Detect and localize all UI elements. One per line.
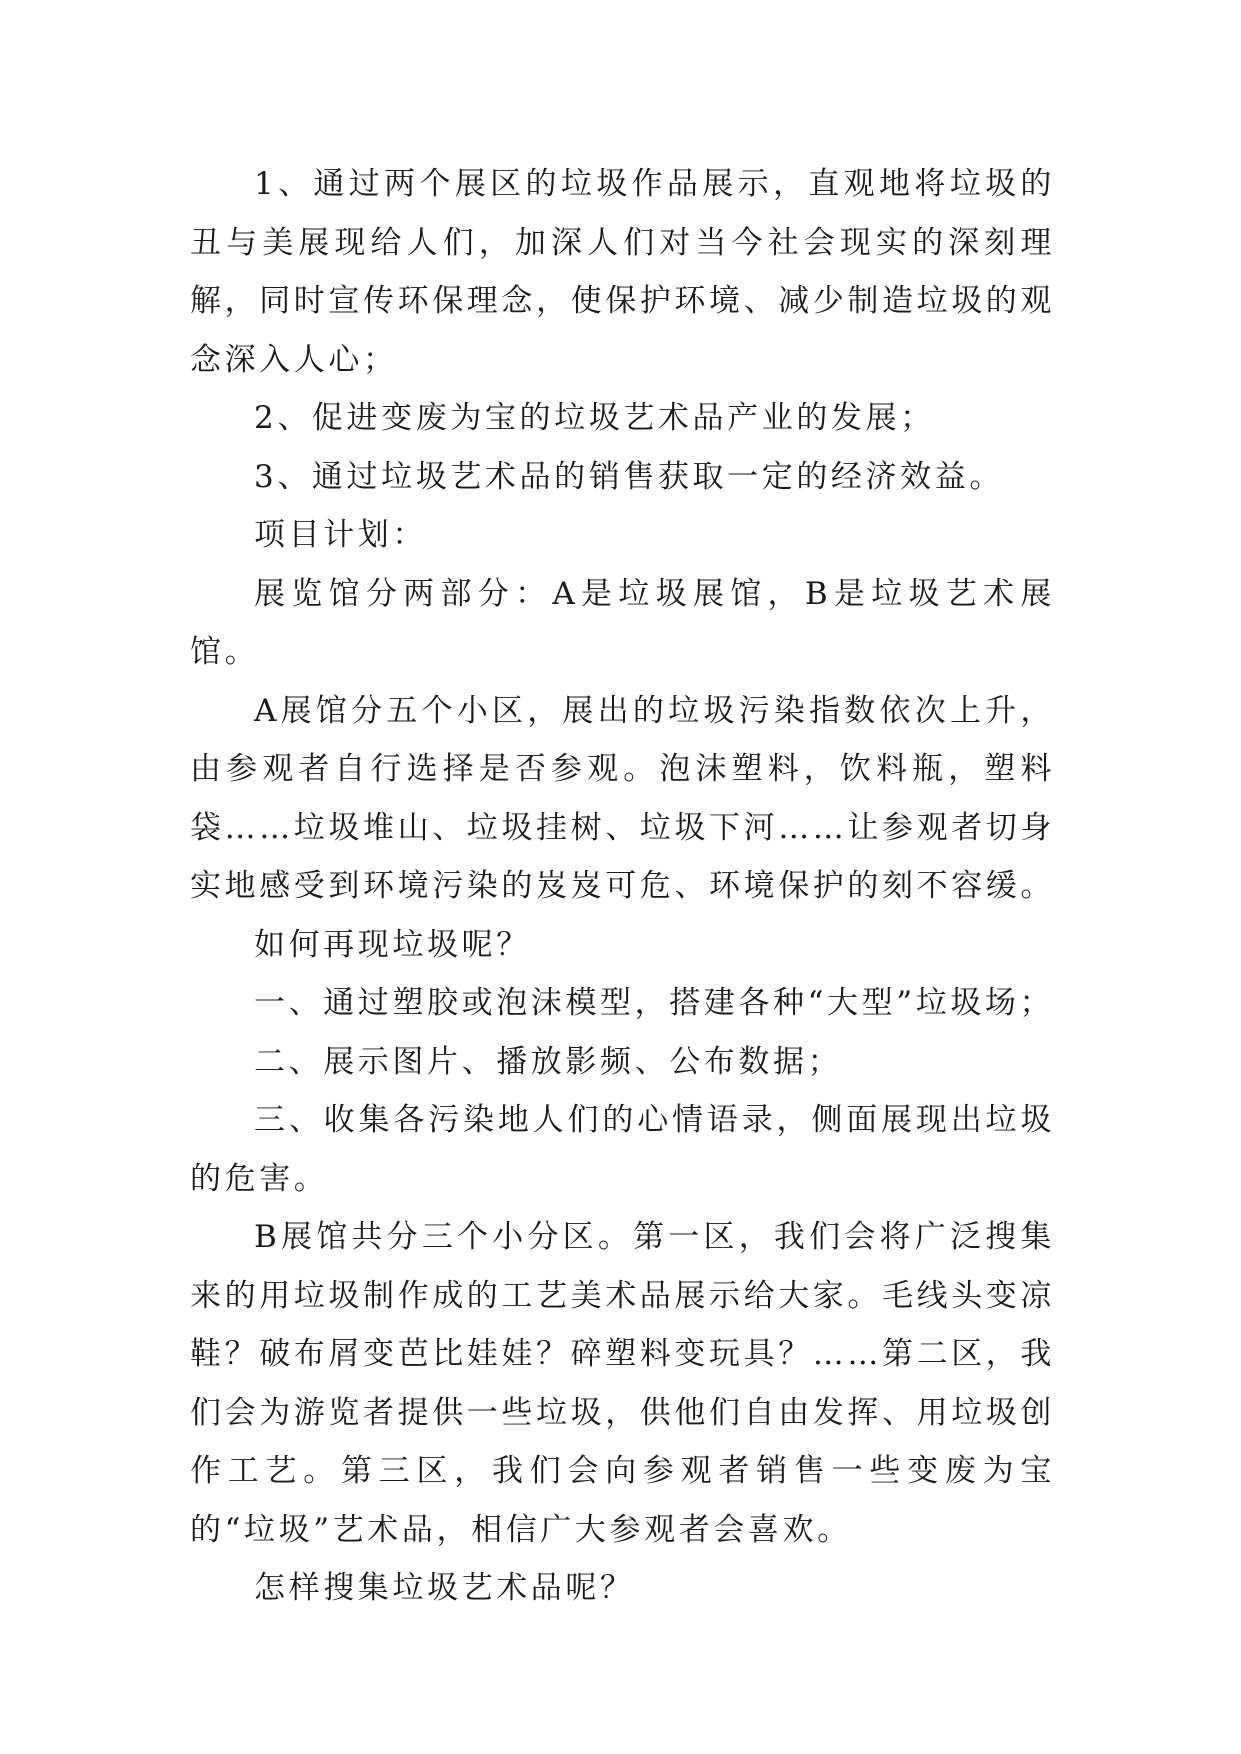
paragraph-goal-3: 3、通过垃圾艺术品的销售获取一定的经济效益。 bbox=[254, 458, 1004, 495]
paragraph-method-2: 二、展示图片、播放影频、公布数据； bbox=[254, 1043, 843, 1080]
question-reproduce-garbage: 如何再现垃圾呢？ bbox=[254, 926, 531, 963]
paragraph-hall-b: B展馆共分三个小分区。第一区，我们会将广泛搜集来的用垃圾制作成的工艺美术品展示给大家。毛线头变凉鞋？破布屑变芭比娃娃？碎塑料变玩具？……第二区，我们会为游览者提供一些垃圾，供他们自由发挥、用垃圾创作工艺。第三区，我们会向参观者销售一些变废为宝的“垃圾”艺术品，相信广大参观者会喜欢。 bbox=[190, 1219, 1055, 1548]
document-body bbox=[190, 155, 1055, 1618]
question-collect-art: 怎样搜集垃圾艺术品呢？ bbox=[254, 1570, 635, 1606]
paragraph-hall-a: A展馆分五个小区，展出的垃圾污染指数依次上升，由参观者自行选择是否参观。泡沫塑料，饮料瓶，塑料袋……垃圾堆山、垃圾挂树、垃圾下河……让参观者切身实地感受到环境污染的岌岌可危、环境保护的刻不容缓。 bbox=[190, 692, 1055, 904]
paragraph-method-1: 一、通过塑胶或泡沫模型，搭建各种“大型”垃圾场； bbox=[254, 985, 1055, 1021]
paragraph-method-3: 三、收集各污染地人们的心情语录，侧面展现出垃圾的危害。 bbox=[190, 1102, 1055, 1197]
paragraph-goal-1: 1、通过两个展区的垃圾作品展示，直观地将垃圾的丑与美展现给人们，加深人们对当今社会现实的深刻理解，同时宣传环保理念，使保护环境、减少制造垃圾的观念深入人心； bbox=[190, 166, 1055, 378]
paragraph-goal-2: 2、促进变废为宝的垃圾艺术品产业的发展； bbox=[254, 400, 935, 436]
section-heading-project-plan: 项目计划： bbox=[254, 517, 427, 553]
paragraph-exhibition-overview: 展览馆分两部分：A是垃圾展馆，B是垃圾艺术展馆。 bbox=[190, 575, 1055, 670]
